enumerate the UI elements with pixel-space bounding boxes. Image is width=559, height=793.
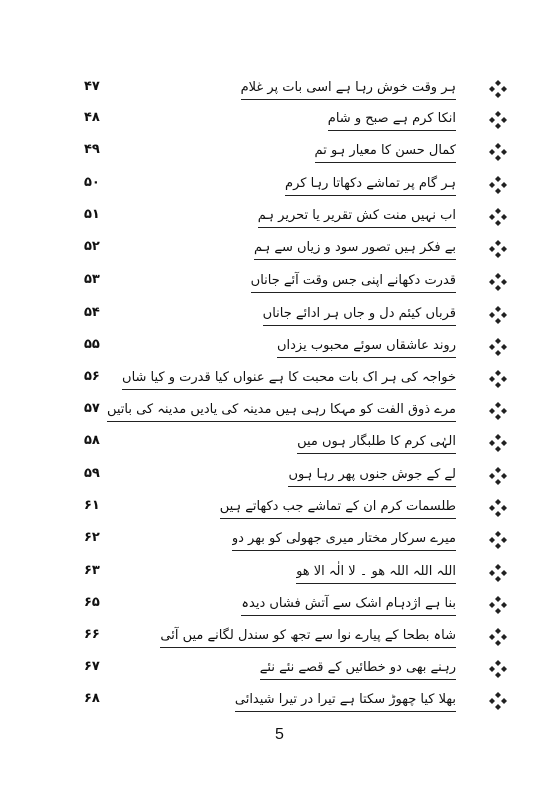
toc-entry (78, 689, 508, 713)
toc-entry (78, 496, 508, 520)
toc-entry-title: طلسمات کرم ان کے تماشے جب دکھاتے ہیں (220, 496, 456, 519)
toc-entry-title: کمال حسن کا معیار ہو تم (315, 140, 456, 163)
toc-entry (78, 593, 508, 617)
four-diamond-bullet-icon (488, 305, 508, 325)
toc-entry-title: میرے سرکار مختار میری جھولی کو بھر دو (232, 528, 456, 551)
four-diamond-bullet-icon (488, 239, 508, 259)
toc-entry (78, 561, 508, 585)
toc-entry-title: بنا ہے اژدہام اشک سے آتش فشاں دیدہ (241, 593, 456, 616)
toc-entry (78, 367, 508, 391)
four-diamond-bullet-icon (488, 337, 508, 357)
toc-entry-page: ۵۹ (84, 466, 100, 481)
toc-entry-title: بے فکر ہیں تصور سود و زیاں سے ہم (254, 237, 456, 260)
toc-entry (78, 399, 508, 423)
toc-entry-title: لے کے جوش جنوں پھر رہا ہوں (288, 464, 456, 487)
four-diamond-bullet-icon (488, 563, 508, 583)
four-diamond-bullet-icon (488, 369, 508, 389)
toc-entry (78, 335, 508, 359)
toc-entry (78, 270, 508, 294)
toc-entry-page: ۴۸ (84, 110, 100, 125)
toc-entry (78, 108, 508, 132)
page-number: 5 (275, 726, 284, 743)
toc-entry (78, 431, 508, 455)
toc-entry-title: ہر وقت خوش رہا ہے اسی بات پر غلام (241, 77, 456, 100)
toc-entry (78, 625, 508, 649)
toc-entry-title: رہنے بھی دو خطائیں کے قصے نئے نئے (260, 657, 456, 680)
toc-entry-page: ۵۶ (84, 369, 100, 384)
toc-entry (78, 237, 508, 261)
toc-entry-title: الہٰی کرم کا طلبگار ہوں میں (297, 431, 456, 454)
four-diamond-bullet-icon (488, 401, 508, 421)
four-diamond-bullet-icon (488, 627, 508, 647)
toc-entry-title: انکا کرم ہے صبح و شام (328, 108, 456, 131)
toc-entry-page: ۶۸ (84, 691, 100, 706)
toc-entry (78, 205, 508, 229)
toc-entry (78, 528, 508, 552)
toc-entry (78, 173, 508, 197)
toc-entry-title: ہر گام پر تماشے دکھاتا رہا کرم (285, 173, 456, 196)
four-diamond-bullet-icon (488, 498, 508, 518)
toc-entry-page: ۶۲ (84, 530, 100, 545)
toc-entry-page: ۵۵ (84, 337, 100, 352)
toc-entry-title: اب نہیں منت کش تقریر یا تحریر ہم (258, 205, 456, 228)
toc-entry-page: ۵۰ (84, 175, 100, 190)
toc-entry-title: قرباں کیئم دل و جاں ہر ادائے جاناں (263, 303, 456, 326)
toc-entry (78, 464, 508, 488)
toc-entry-title: بھلا کیا چھوڑ سکتا ہے تیرا در تیرا شیدائی (235, 689, 456, 712)
four-diamond-bullet-icon (488, 207, 508, 227)
toc-entry-page: ۵۲ (84, 239, 100, 254)
toc-entry-page: ۵۷ (84, 401, 100, 416)
toc-entry-title: خواجہ کی ہر اک بات محبت کا ہے عنواں کیا قدرت و کیا شاں (122, 367, 456, 390)
toc-entry-page: ۵۳ (84, 272, 100, 287)
toc-entry (78, 303, 508, 327)
toc-entry-page: ۴۷ (84, 79, 100, 94)
toc-entry-title: روند عاشقاں سوئے محبوب یزداں (277, 335, 456, 358)
toc-entry-page: ۵۱ (84, 207, 100, 222)
four-diamond-bullet-icon (488, 691, 508, 711)
toc-entry-title: شاہ بطحا کے پیارے نوا سے تجھ کو سندل لگانے میں آئی (160, 625, 456, 648)
toc-entry-title: قدرت دکھانے اپنی جس وقت آئے جاناں (251, 270, 456, 293)
toc-entry-page: ۶۳ (84, 563, 100, 578)
toc-entry-page: ۶۱ (84, 498, 100, 513)
four-diamond-bullet-icon (488, 79, 508, 99)
toc-entry-page: ۴۹ (84, 142, 100, 157)
toc-entry-page: ۶۵ (84, 595, 100, 610)
four-diamond-bullet-icon (488, 175, 508, 195)
toc-entry-page: ۵۴ (84, 305, 100, 320)
four-diamond-bullet-icon (488, 595, 508, 615)
toc-entry (78, 657, 508, 681)
toc-entry (78, 77, 508, 101)
toc-entry-title: مرے ذوق الفت کو مہکا رہی ہیں مدینہ کی یادیں مدینہ کی باتیں (107, 399, 456, 422)
four-diamond-bullet-icon (488, 466, 508, 486)
four-diamond-bullet-icon (488, 272, 508, 292)
toc-entry (78, 140, 508, 164)
four-diamond-bullet-icon (488, 530, 508, 550)
toc-entry-page: ۵۸ (84, 433, 100, 448)
four-diamond-bullet-icon (488, 433, 508, 453)
toc-entry-title: اللہ اللہ اللہ ھو ۔ لا الٰہ الا ھو (296, 561, 456, 584)
toc-entry-page: ۶۶ (84, 627, 100, 642)
four-diamond-bullet-icon (488, 659, 508, 679)
four-diamond-bullet-icon (488, 142, 508, 162)
four-diamond-bullet-icon (488, 110, 508, 130)
toc-entry-page: ۶۷ (84, 659, 100, 674)
